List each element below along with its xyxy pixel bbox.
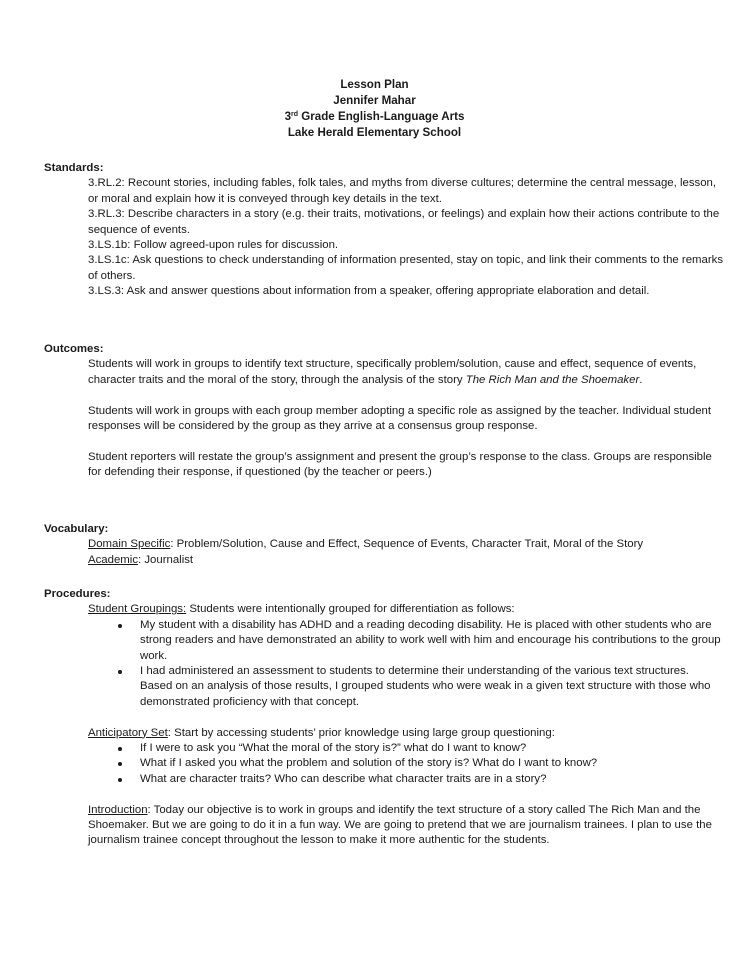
procedures-section — [44, 587, 724, 849]
outcomes-heading: Outcomes: — [44, 343, 104, 355]
list-item: What if I asked you what the problem and solution of the story is? What do I want to know? — [118, 756, 724, 771]
grade-ordinal: rd — [291, 111, 299, 118]
vocab-text: : Journalist — [138, 553, 194, 566]
outcome-text: Students will work in groups to identify text structure, specifically problem/solution, cause and effect, sequence of events, character traits and the moral of the story, through the analysis of the story — [88, 358, 697, 386]
outcome-paragraph: Students will work in groups with each group member adopting a specific role as assigned by the teacher. Individual student responses will be considered by the group as they arrive at a consensus group response. — [88, 404, 712, 433]
vocab-academic — [88, 553, 724, 568]
outcome-text-end: . — [639, 373, 643, 386]
grade-number: 3 — [284, 110, 292, 123]
grade-subject-text: Grade English-Language Arts — [298, 110, 465, 123]
document-title: Lesson Plan — [340, 78, 409, 91]
standards-heading: Standards: — [44, 162, 104, 174]
vocab-label: Domain Specific — [88, 538, 171, 551]
standard-item: 3.RL.2: Recount stories, including fables, folk tales, and myths from diverse cultures; determine the central message, lesson, or moral and explain how it is conveyed through key details in the text. — [88, 177, 717, 205]
anticipatory-list — [88, 741, 724, 787]
anticipatory-set — [88, 726, 724, 741]
vocab-text: : Problem/Solution, Cause and Effect, Sequence of Events, Character Trait, Moral of the Story — [170, 538, 644, 551]
standard-item: 3.LS.1b: Follow agreed-upon rules for discussion. — [88, 239, 339, 252]
subsection-text: Students were intentionally grouped for differentiation as follows: — [186, 603, 515, 616]
standards-section — [44, 161, 724, 300]
outcome-paragraph: Student reporters will restate the group’s assignment and present the group’s response to the class. Groups are responsible for defending their response, if questioned (by the teacher or peers.) — [88, 450, 712, 479]
list-item: My student with a disability has ADHD and a reading decoding disability. He is placed with other students who are strong readers and have demonstrated an ability to work well with him and encourage his contributions to the group work. — [118, 618, 724, 664]
student-groupings — [88, 602, 724, 617]
vocab-domain-specific — [88, 537, 724, 552]
procedures-heading: Procedures: — [44, 588, 111, 600]
subsection-text: : Today our objective is to work in groups and identify the text structure of a story called The Rich Man and the Shoemaker. But we are going to do it in a fun way. We are going to pretend that we are journalism trainees. I plan to use the journalism trainee concept throughout the lesson to make it more authentic for the students. — [88, 803, 712, 847]
vocabulary-section — [44, 522, 724, 568]
vocab-label: Academic — [88, 553, 139, 566]
grade-subject — [0, 109, 749, 125]
standard-item: 3.LS.3: Ask and answer questions about information from a speaker, offering appropriate elaboration and detail. — [88, 285, 650, 298]
introduction — [88, 803, 724, 849]
subsection-label: Introduction — [88, 803, 148, 816]
document-header — [0, 77, 749, 141]
school-name: Lake Herald Elementary School — [287, 126, 462, 139]
list-item: If I were to ask you “What the moral of the story is?” what do I want to know? — [118, 741, 724, 756]
standard-item: 3.RL.3: Describe characters in a story (e.g. their traits, motivations, or feelings) and explain how their actions contribute to the sequence of events. — [88, 208, 720, 236]
author-name: Jennifer Mahar — [333, 94, 416, 107]
story-title: The Rich Man and the Shoemaker — [465, 373, 640, 386]
list-item: I had administered an assessment to students to determine their understanding of the various text structures. Based on an analysis of those results, I grouped students who were weak in a given text structure with those who demonstrated proficiency with that concept. — [118, 664, 724, 710]
subsection-label: Student Groupings: — [88, 603, 187, 616]
list-item: What are character traits? Who can describe what character traits are in a story? — [118, 772, 724, 787]
standard-item: 3.LS.1c: Ask questions to check understanding of information presented, stay on topic, and link their comments to the remarks of others. — [88, 254, 724, 282]
vocabulary-heading: Vocabulary: — [44, 523, 109, 535]
subsection-label: Anticipatory Set — [88, 726, 168, 739]
outcomes-section — [44, 342, 724, 481]
subsection-text: : Start by accessing students’ prior knowledge using large group questioning: — [167, 726, 555, 739]
groupings-list — [88, 618, 724, 710]
outcome-paragraph — [88, 357, 724, 388]
